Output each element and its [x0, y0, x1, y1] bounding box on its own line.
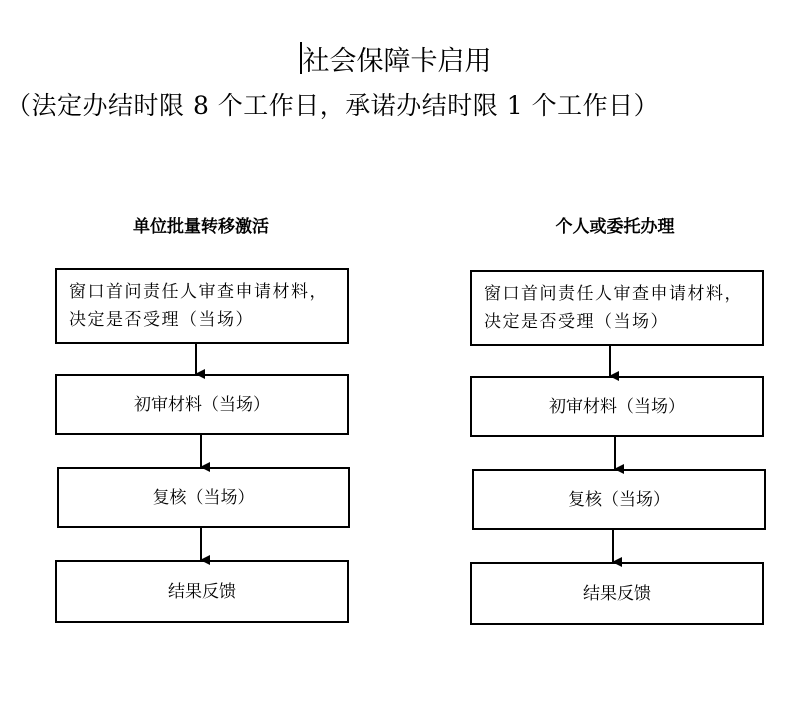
page-subtitle: （法定办结时限 8 个工作日，承诺办结时限 1 个工作日） — [6, 91, 660, 120]
flow-step-label: 复核（当场） — [152, 487, 255, 508]
flow-step-label: 窗口首问责任人审查申请材料，决定是否受理（当场） — [484, 284, 743, 332]
flow-step-label: 结果反馈 — [583, 583, 651, 604]
flow-step-label: 初审材料（当场） — [134, 394, 270, 415]
flow-step-label: 窗口首问责任人审查申请材料，决定是否受理（当场） — [69, 282, 328, 330]
flow-step-label: 结果反馈 — [168, 581, 236, 602]
title-text: 社会保障卡启用 — [302, 46, 492, 77]
flow-step-label: 复核（当场） — [568, 489, 670, 510]
column-heading-batch: 单位批量转移激活 — [133, 217, 269, 237]
column-heading-individual: 个人或委托办理 — [555, 217, 675, 237]
flow-step-label: 初审材料（当场） — [549, 396, 685, 417]
